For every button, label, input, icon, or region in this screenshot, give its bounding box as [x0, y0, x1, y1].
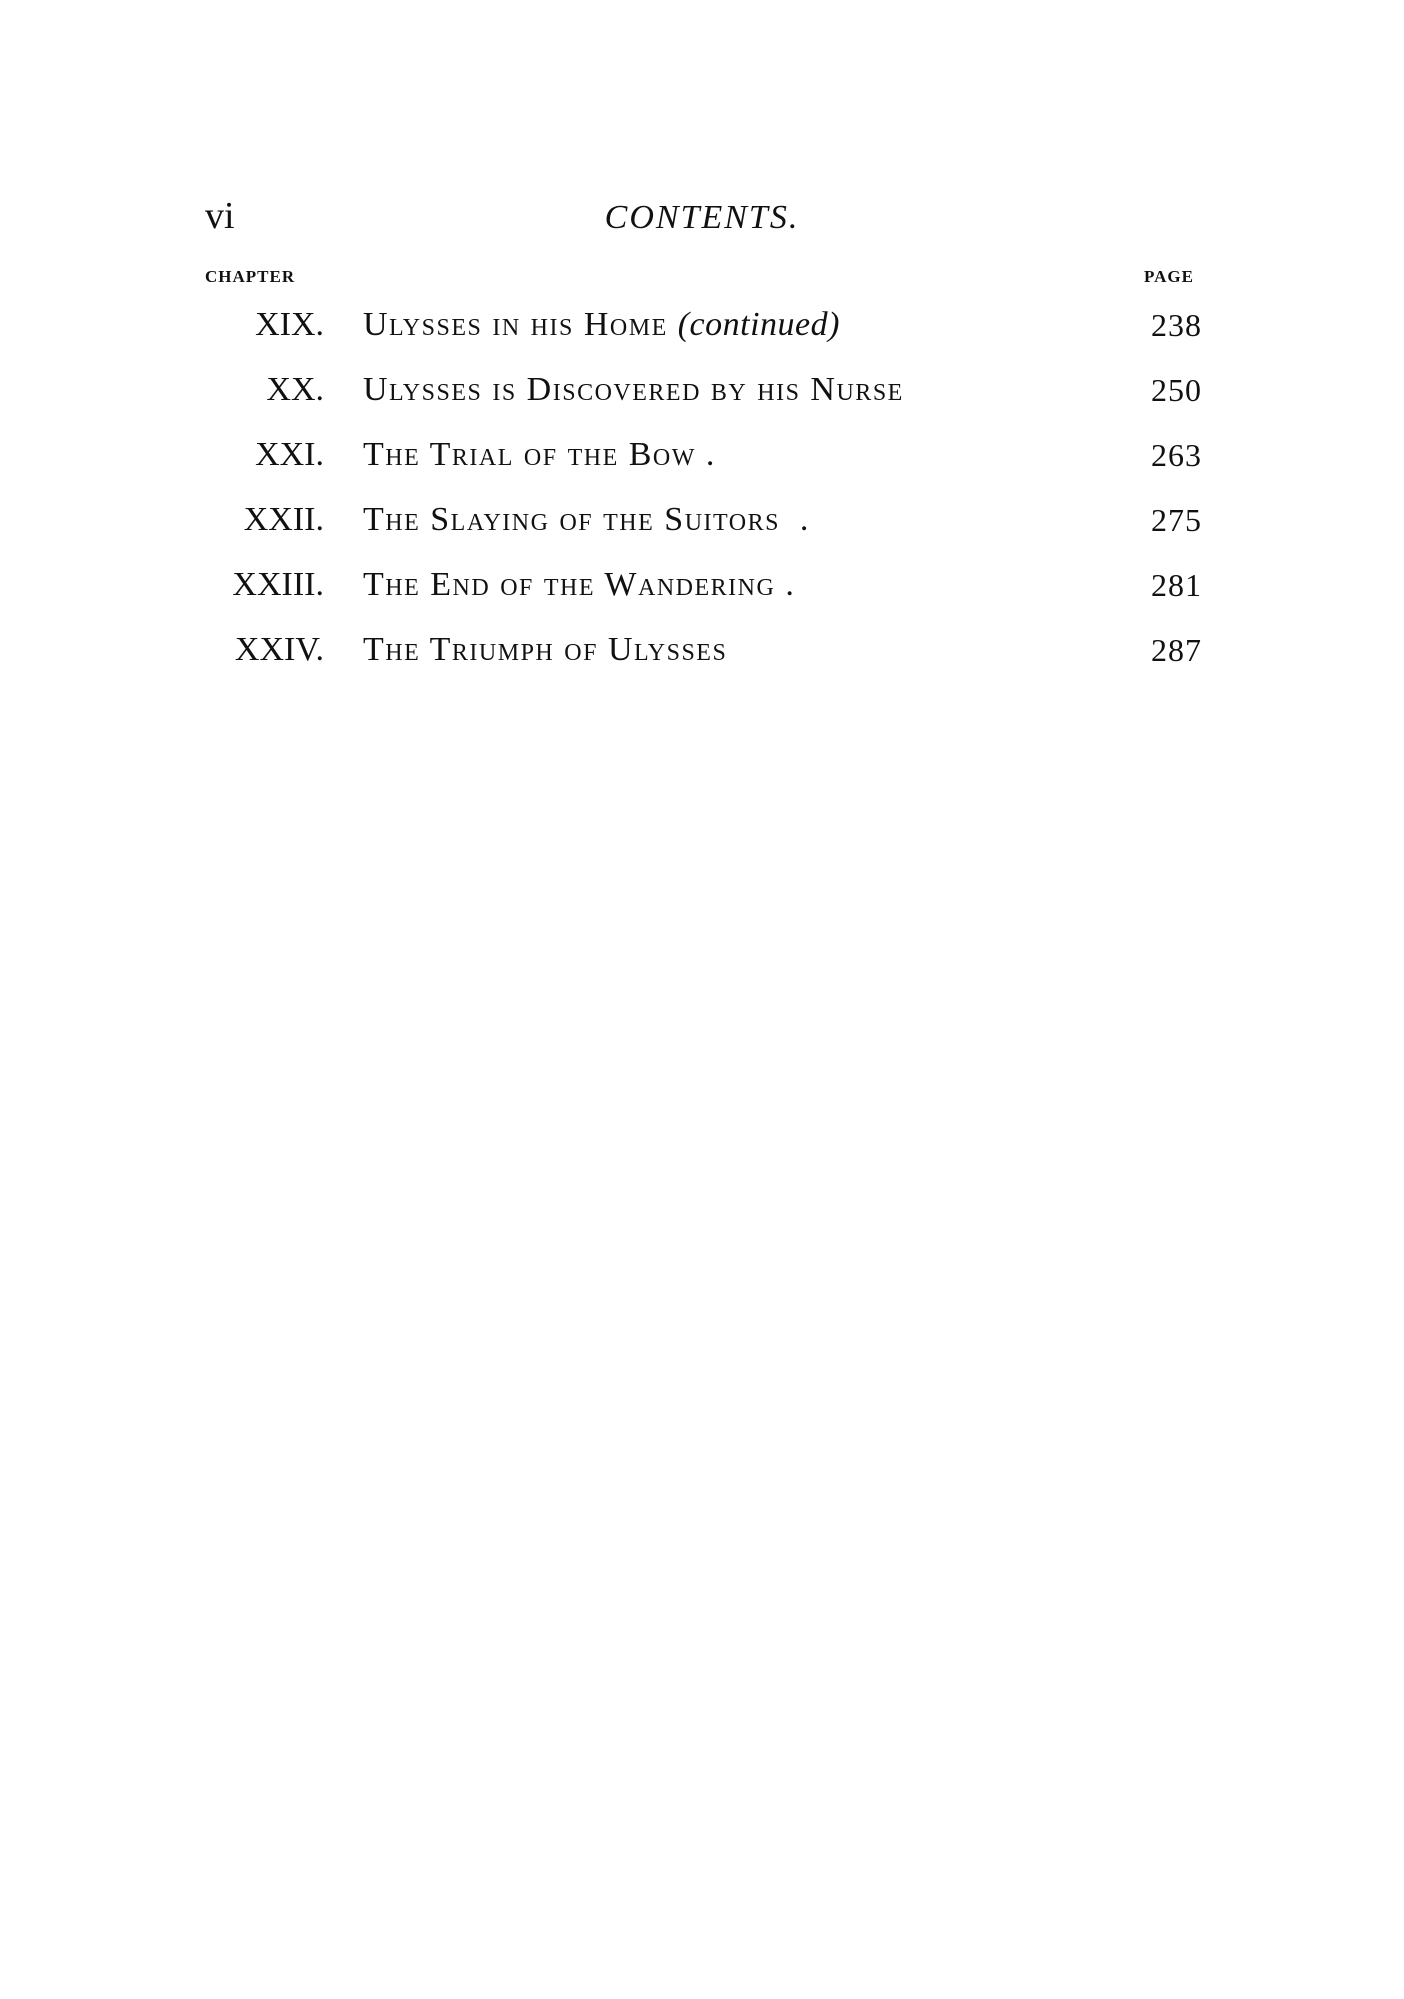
chapter-number: XXIII.: [232, 566, 324, 603]
page-number: 250: [1151, 372, 1202, 408]
chapter-number: XXIV.: [234, 631, 324, 668]
chapter-number: XIX.: [255, 306, 324, 343]
chapter-title: [363, 493, 810, 547]
chapter-title: [363, 428, 716, 482]
chapter-title: [363, 298, 840, 352]
toc-entry: [0, 298, 1404, 363]
page-number: 275: [1151, 502, 1202, 538]
chapter-title-italic: (continued): [677, 306, 840, 343]
chapter-number: XXII.: [243, 501, 324, 538]
toc-entry: [0, 558, 1404, 623]
chapter-title-text: Ulysses in his Home: [363, 306, 678, 343]
chapter-number: XXI.: [255, 436, 324, 473]
toc-entry: [0, 363, 1404, 428]
page-number: 281: [1151, 567, 1202, 603]
page-number: 263: [1151, 437, 1202, 473]
toc-entry: [0, 428, 1404, 493]
chapter-title: [363, 363, 904, 417]
toc-entry: [0, 623, 1404, 688]
chapter-title: [363, 558, 795, 612]
chapter-title-text: The End of the Wandering .: [363, 566, 796, 603]
chapter-number: XX.: [266, 371, 324, 408]
page-folio: vi: [205, 195, 235, 237]
chapter-title-text: Ulysses is Discovered by his Nurse: [363, 371, 904, 408]
toc-entry: [0, 493, 1404, 558]
chapter-title-text: The Trial of the Bow .: [363, 436, 716, 473]
page-column-label: PAGE: [1144, 267, 1194, 286]
chapter-title: [363, 623, 727, 677]
page-number: 238: [1151, 307, 1202, 343]
page-number: 287: [1151, 632, 1202, 668]
running-head: CONTENTS.: [604, 199, 800, 236]
chapter-title-text: The Triumph of Ulysses: [363, 631, 728, 668]
table-of-contents: [0, 298, 1404, 688]
chapter-title-text: The Slaying of the Suitors .: [363, 501, 810, 538]
chapter-column-label: CHAPTER: [205, 267, 296, 286]
